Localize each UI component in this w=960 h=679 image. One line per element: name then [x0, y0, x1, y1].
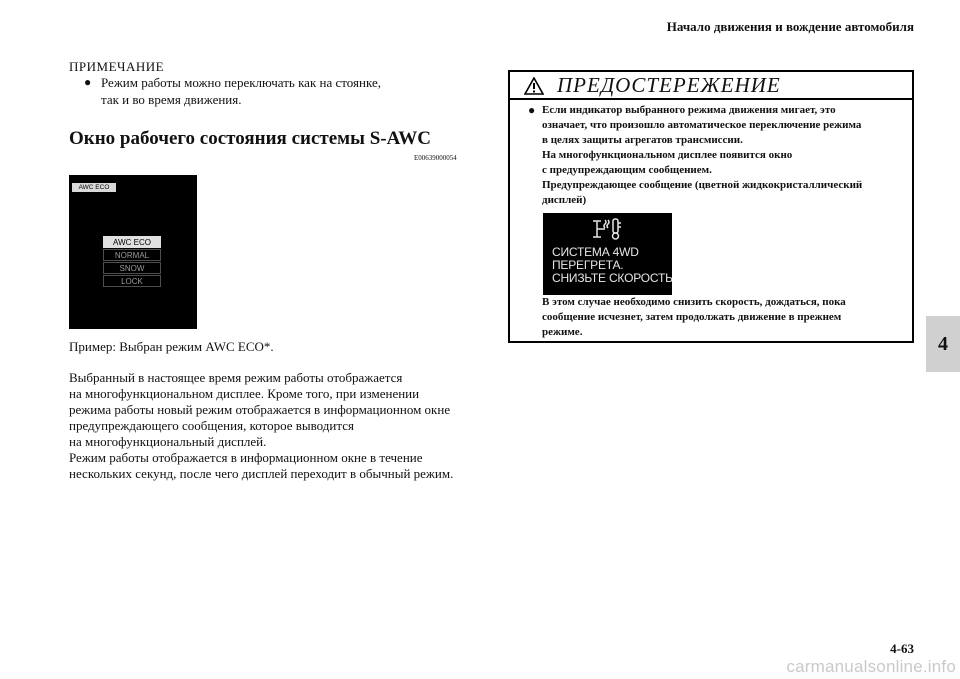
mode-item-normal: NORMAL [103, 249, 161, 261]
warning-body [528, 103, 908, 208]
lcd-line: СИСТЕМА 4WD [552, 245, 639, 259]
warning-after-line: режиме. [542, 326, 583, 338]
warning-line: в целях защиты агрегатов трансмиссии. [542, 134, 743, 146]
drivetrain-temperature-icon [589, 217, 625, 241]
paragraph-line: на многофункциональный дисплей. [69, 434, 267, 449]
lcd-line: СНИЗЬТЕ СКОРОСТЬ [552, 271, 673, 285]
mode-item-awc-eco: AWC ECO [103, 236, 161, 248]
warning-line: с предупреждающим сообщением. [542, 164, 712, 176]
warning-after-text [542, 295, 902, 340]
watermark: carmanualsonline.info [786, 657, 956, 676]
note-heading: ПРИМЕЧАНИЕ [69, 59, 165, 74]
figure-caption: Пример: Выбран режим AWC ECO*. [69, 339, 274, 354]
warning-after-line: В этом случае необходимо снизить скорость, дождаться, пока [542, 296, 846, 308]
note-bullet: ● [84, 75, 92, 89]
chapter-tab [926, 316, 960, 372]
warning-after-line: сообщение исчезнет, затем продолжать движение в прежнем [542, 311, 842, 323]
paragraph-line: Режим работы отображается в информационном окне в течение [69, 450, 423, 465]
paragraph-line: режима работы новый режим отображается в информационном окне [69, 402, 451, 417]
chapter-number: 4 [938, 332, 948, 355]
warning-title: ПРЕДОСТЕРЕЖЕНИЕ [557, 73, 781, 97]
page-number: 4-63 [890, 641, 914, 656]
warning-header [510, 72, 912, 100]
lcd-warning-screen [543, 213, 672, 295]
lcd-line: ПЕРЕГРЕТА. [552, 258, 624, 272]
warning-line: Если индикатор выбранного режима движения мигает, это [542, 104, 836, 116]
paragraph-line: на многофункциональном дисплее. Кроме того, при изменении [69, 386, 420, 401]
warning-bullet: ● [528, 103, 536, 117]
section-title: Окно рабочего состояния системы S-AWC [69, 128, 431, 149]
warning-triangle-icon [524, 77, 544, 95]
lcd-message [552, 246, 673, 285]
section-code: E00639000054 [414, 154, 457, 162]
paragraph-line: нескольких секунд, после чего дисплей переходит в обычный режим. [69, 466, 454, 481]
multi-info-display [69, 175, 197, 329]
note-line: Режим работы можно переключать как на стоянке, [101, 75, 381, 90]
mode-item-snow: SNOW [103, 262, 161, 274]
warning-line: Предупреждающее сообщение (цветной жидкокристаллический [542, 179, 863, 191]
display-mode-indicator: AWC ECO [72, 183, 116, 192]
warning-line: дисплей) [542, 194, 587, 206]
paragraph-line: предупреждающего сообщения, которое выводится [69, 418, 354, 433]
mode-item-lock: LOCK [103, 275, 161, 287]
mode-list [103, 236, 161, 288]
paragraph-line: Выбранный в настоящее время режим работы отображается [69, 370, 403, 385]
note-line: так и во время движения. [101, 92, 242, 107]
warning-line: На многофункциональном дисплее появится окно [542, 149, 793, 161]
warning-box [508, 70, 914, 343]
body-paragraph [69, 370, 489, 482]
note-body [84, 74, 484, 108]
warning-line: означает, что произошло автоматическое переключение режима [542, 119, 862, 131]
header-title: Начало движения и вождение автомобиля [666, 19, 914, 34]
